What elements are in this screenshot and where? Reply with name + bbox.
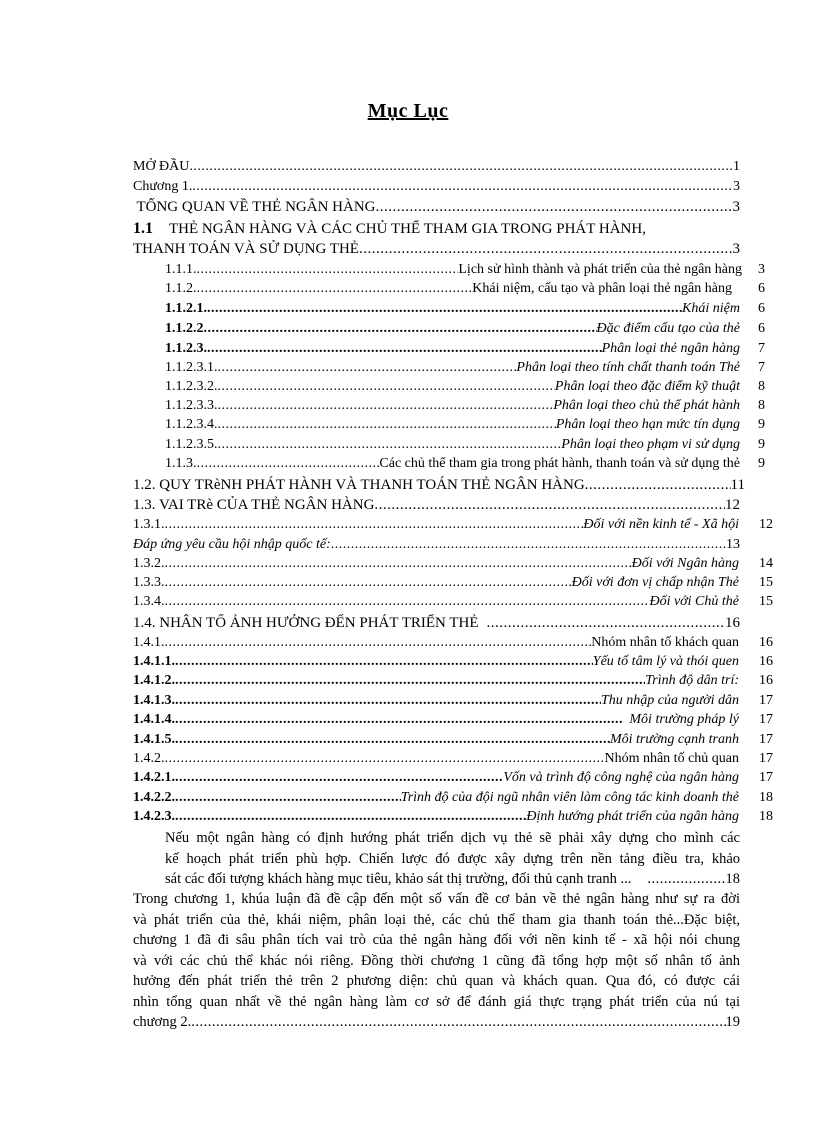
leader-dots — [647, 869, 725, 890]
toc-entry-title: Đối với nền kinh tế - Xã hội — [583, 517, 739, 532]
leader-dots — [192, 178, 733, 196]
toc-entry-number: 1.4.1.1. — [133, 654, 175, 669]
toc-entry-title: Yếu tố tâm lý và thói quen — [592, 654, 739, 669]
toc-entry-label: 1.2. QUY TRèNH PHÁT HÀNH VÀ THANH TOÁN THẺ NGÂN HÀNG — [133, 477, 585, 493]
toc-entry[interactable] — [133, 692, 773, 710]
toc-entry-title: Phân loại thẻ ngân hàng — [601, 341, 740, 356]
toc-entry[interactable] — [165, 455, 765, 473]
leader-dots — [218, 359, 517, 377]
leader-dots — [487, 614, 725, 632]
page-title: Mục Lục — [367, 100, 449, 122]
toc-page-number: 17 — [759, 693, 773, 708]
toc-entry-number: 1.4.1.5. — [133, 732, 175, 747]
toc-entry-number: 1.1.2.1. — [165, 301, 207, 316]
toc-page-number: 12 — [759, 517, 773, 532]
toc-entry-number: 1.4.1. — [133, 635, 165, 650]
toc-entry[interactable] — [165, 378, 765, 396]
toc-entry-label: THANH TOÁN VÀ SỬ DỤNG THẺ — [133, 241, 359, 257]
toc-entry-title: Đối với Chủ thẻ — [649, 594, 739, 609]
toc-entry-title: Trình độ dân trí: — [645, 673, 739, 688]
toc-entry[interactable] — [133, 240, 740, 258]
toc-entry-title: Lịch sử hình thành và phát triển của thẻ ngân hàng — [458, 262, 742, 277]
paragraph-line: sát các đối tượng khách hàng mục tiêu, khảo sát thị trường, đối thủ cạnh tranh ... — [165, 871, 632, 887]
toc-page-number: 17 — [759, 712, 773, 727]
paragraph-last-line — [133, 1012, 740, 1033]
paragraph-line: kế hoạch phát triển phù hợp. Chiến lược đó được xây dựng trên nền tảng điều tra, khảo — [165, 850, 740, 867]
toc-entry-number: 1.1.1. — [165, 262, 197, 277]
toc-entry-title: Trình độ của đội ngũ nhân viên làm công tác kinh doanh thẻ — [400, 790, 739, 805]
paragraph-line: hưởng đến phát triển thẻ trên 2 phương diện: chủ quan và khách quan. Qua đó, có được cái — [133, 973, 740, 989]
toc-entry-title: Đặc điểm cấu tạo của thẻ — [596, 321, 740, 336]
leader-dots — [165, 593, 650, 611]
leader-dots — [175, 653, 593, 671]
toc-entry-title: Các chủ thể tham gia trong phát hành, thanh toán và sử dụng thẻ — [379, 456, 740, 471]
toc-heading-number: 1.1 — [133, 220, 153, 237]
toc-entry-title: Phân loại theo hạn mức tín dụng — [555, 417, 740, 432]
toc-entry[interactable] — [133, 516, 773, 534]
toc-page-number: 3 — [733, 179, 740, 194]
toc-page-number: 3 — [732, 199, 740, 215]
toc-entry[interactable] — [165, 397, 765, 415]
leader-dots — [191, 1012, 725, 1033]
toc-entry[interactable] — [165, 320, 765, 338]
leader-dots — [175, 769, 503, 787]
leader-dots — [218, 436, 562, 454]
leader-dots — [175, 692, 601, 710]
toc-entry-title: Thu nhập của người dân — [601, 693, 739, 708]
toc-paragraph-entry[interactable] — [165, 828, 740, 890]
leader-dots — [175, 808, 526, 826]
toc-entry[interactable] — [133, 711, 773, 729]
toc-entry[interactable] — [165, 359, 765, 377]
leader-dots — [175, 711, 623, 729]
toc-page-number: 1 — [733, 159, 740, 174]
toc-page-number: 6 — [758, 281, 765, 296]
toc-entry-title: Vốn và trình độ công nghệ của ngân hàng — [503, 770, 739, 785]
paragraph-line: nhìn tổng quan nhất về thẻ ngân hàng làm cơ sở để đánh giá thực trạng phát triển của nú tại — [133, 993, 740, 1010]
toc-entry[interactable] — [165, 280, 765, 298]
leader-dots — [175, 731, 610, 749]
leader-dots — [165, 750, 605, 768]
toc-page-number: 11 — [730, 477, 745, 493]
toc-heading-text: THẺ NGÂN HÀNG VÀ CÁC CHỦ THỂ THAM GIA TRONG PHÁT HÀNH, — [169, 221, 646, 237]
toc-heading-1-1[interactable] — [133, 220, 740, 238]
toc-entry-number: 1.3.3. — [133, 575, 165, 590]
toc-page-number: 16 — [759, 654, 773, 669]
paragraph-last-line — [165, 869, 740, 890]
toc-entry[interactable] — [133, 158, 740, 176]
toc-entry[interactable] — [165, 416, 765, 434]
toc-entry[interactable] — [133, 769, 773, 787]
toc-page-number: 3 — [732, 241, 740, 257]
toc-entry-number: 1.1.2.2 — [165, 321, 204, 336]
toc-entry-number: 1.1.2. — [165, 281, 197, 296]
toc-entry-number: 1.1.2.3.3. — [165, 398, 218, 413]
toc-page-number: 13 — [726, 537, 740, 552]
toc-entry-label: MỞ ĐẦU — [133, 159, 190, 174]
toc-entry-number: 1.4.2.3. — [133, 809, 175, 824]
leader-dots — [165, 574, 572, 592]
toc-page-number: 9 — [758, 437, 765, 452]
leader-dots — [165, 634, 592, 652]
toc-entry-title: Nhóm nhân tố khách quan — [591, 635, 739, 650]
toc-entry-label: 1.4. NHÂN TỐ ẢNH HƯỞNG ĐẾN PHÁT TRIỂN THẺ — [133, 615, 479, 631]
leader-dots — [165, 516, 584, 534]
leader-dots — [359, 240, 733, 258]
toc-entry-title: Định hướng phát triển của ngân hàng — [526, 809, 739, 824]
toc-entry-number: 1.4.1.4. — [133, 712, 175, 727]
toc-page-number: 8 — [758, 398, 765, 413]
toc-entry-title: Đối với đơn vị chấp nhận Thẻ — [571, 575, 739, 590]
toc-page-number: 14 — [759, 556, 773, 571]
leader-dots — [218, 397, 554, 415]
toc-entry-number: 1.1.2.3.2. — [165, 379, 218, 394]
toc-entry-title: Phân loại theo phạm vi sử dụng — [561, 437, 740, 452]
toc-entry[interactable] — [133, 555, 773, 573]
toc-entry-title: Môi trường pháp lý — [629, 712, 739, 727]
toc-entry[interactable] — [133, 653, 773, 671]
toc-paragraph-entry[interactable] — [133, 889, 740, 1033]
leader-dots — [197, 261, 459, 279]
toc-entry[interactable] — [133, 808, 773, 826]
leader-dots — [189, 158, 733, 176]
toc-entry[interactable] — [133, 496, 740, 514]
toc-entry[interactable] — [133, 614, 740, 632]
toc-page-number: 18 — [725, 871, 740, 887]
leader-dots — [376, 198, 733, 216]
toc-entry[interactable] — [133, 634, 773, 652]
leader-dots — [374, 496, 725, 514]
toc-entry[interactable] — [133, 731, 773, 749]
toc-entry[interactable] — [165, 300, 765, 318]
leader-dots — [204, 320, 597, 338]
toc-entry-number: 1.1.2.3.5. — [165, 437, 218, 452]
toc-page-number: 12 — [725, 497, 740, 513]
toc-entry[interactable] — [133, 476, 745, 494]
leader-dots — [175, 789, 401, 807]
paragraph-line: và với các chủ thể khác nói riêng. Đồng thời chương 1 cũng đã tổng hợp một số nhân tố ảnh — [133, 952, 740, 969]
leader-dots — [197, 455, 380, 473]
toc-page-number: 17 — [759, 770, 773, 785]
leader-dots — [197, 280, 473, 298]
toc-entry-number: 1.4.2. — [133, 751, 165, 766]
leader-dots — [207, 340, 602, 358]
toc-entry-title: Nhóm nhân tố chủ quan — [604, 751, 739, 766]
leader-dots — [165, 555, 632, 573]
toc-page-number: 8 — [758, 379, 765, 394]
leader-dots — [175, 672, 645, 690]
toc-page-number: 6 — [758, 321, 765, 336]
toc-entry-number: 1.4.2.2. — [133, 790, 175, 805]
toc-entry[interactable] — [133, 536, 740, 554]
toc-page-number: 17 — [759, 751, 773, 766]
toc-page-number: 17 — [759, 732, 773, 747]
toc-entry[interactable] — [165, 261, 765, 279]
toc-entry-number: 1.4.2.1. — [133, 770, 175, 785]
toc-entry[interactable] — [133, 198, 740, 216]
toc-page-number: 19 — [725, 1014, 740, 1030]
toc-entry[interactable] — [133, 672, 773, 690]
paragraph-line: Trong chương 1, khúa luận đã đề cập đến một số vấn đề cơ bản về thẻ ngân hàng như sự ra đời — [133, 891, 740, 907]
toc-entry-number: 1.4.1.2. — [133, 673, 175, 688]
paragraph-line: chương 2. — [133, 1014, 192, 1030]
toc-entry-title: Phân loại theo tính chất thanh toán Thẻ — [516, 360, 740, 375]
toc-entry-number: 1.3.4. — [133, 594, 165, 609]
paragraph-line: chương 1 đã đi sâu phân tích vai trò của thẻ ngân hàng đối với nền kinh tế - xã hội nói chung — [133, 932, 740, 948]
toc-entry-number: 1.3.1. — [133, 517, 165, 532]
toc-entry[interactable] — [133, 789, 773, 807]
toc-page-number: 9 — [758, 456, 765, 471]
toc-entry-title: Đối với Ngân hàng — [631, 556, 739, 571]
toc-page-number: 9 — [758, 417, 765, 432]
toc-entry-number: 1.1.2.3.4. — [165, 417, 218, 432]
toc-entry-label: TỔNG QUAN VỀ THẺ NGÂN HÀNG — [133, 199, 376, 215]
leader-dots — [331, 536, 726, 554]
toc-page-number: 18 — [759, 809, 773, 824]
toc-page-number: 6 — [758, 301, 765, 316]
toc-page-number: 7 — [758, 341, 765, 356]
leader-dots — [207, 300, 682, 318]
toc-entry[interactable] — [133, 178, 740, 196]
toc-page-number: 16 — [759, 635, 773, 650]
toc-entry[interactable] — [165, 436, 765, 454]
paragraph-line: Nếu một ngân hàng có định hướng phát triển dịch vụ thẻ sẽ phải xây dựng cho mình các — [165, 830, 740, 846]
paragraph-line: và phát triển của thẻ, khái niệm, phân loại thẻ, các chủ thể tham gia thanh toán thẻ...Đặc biệt, — [133, 911, 740, 928]
toc-entry[interactable] — [133, 574, 773, 592]
toc-entry-label: Chương 1. — [133, 179, 193, 194]
toc-entry-label: 1.3. VAI TRè CỦA THẺ NGÂN HÀNG — [133, 497, 375, 513]
toc-page-number: 16 — [759, 673, 773, 688]
toc-entry-number: 1.1.2.3.1. — [165, 360, 218, 375]
leader-dots — [585, 476, 731, 494]
toc-page-number: 15 — [759, 575, 773, 590]
toc-entry-title: Môi trường cạnh tranh — [609, 732, 739, 747]
toc-entry[interactable] — [133, 750, 773, 768]
toc-entry-number: 1.1.2.3. — [165, 341, 207, 356]
toc-entry-number: 1.3.2. — [133, 556, 165, 571]
toc-entry-number: 1.4.1.3. — [133, 693, 175, 708]
toc-entry-number: 1.1.3. — [165, 456, 197, 471]
leader-dots — [218, 378, 555, 396]
toc-page-number: 18 — [759, 790, 773, 805]
toc-entry-title: Khái niệm — [682, 301, 740, 316]
toc-entry-label: Đáp ứng yêu cầu hội nhập quốc tế: — [133, 537, 331, 552]
toc-entry-title: Phân loại theo đặc điểm kỹ thuật — [554, 379, 740, 394]
toc-entry[interactable] — [165, 340, 765, 358]
toc-page-number: 3 — [758, 262, 765, 277]
toc-page-number: 15 — [759, 594, 773, 609]
leader-dots — [218, 416, 556, 434]
toc-entry-title: Khái niệm, cấu tạo và phân loại thẻ ngân hàng — [472, 281, 732, 296]
toc-entry-title: Phân loại theo chủ thể phát hành — [553, 398, 740, 413]
toc-page-number: 7 — [758, 360, 765, 375]
toc-page-number: 16 — [725, 615, 740, 631]
toc-entry[interactable] — [133, 593, 773, 611]
